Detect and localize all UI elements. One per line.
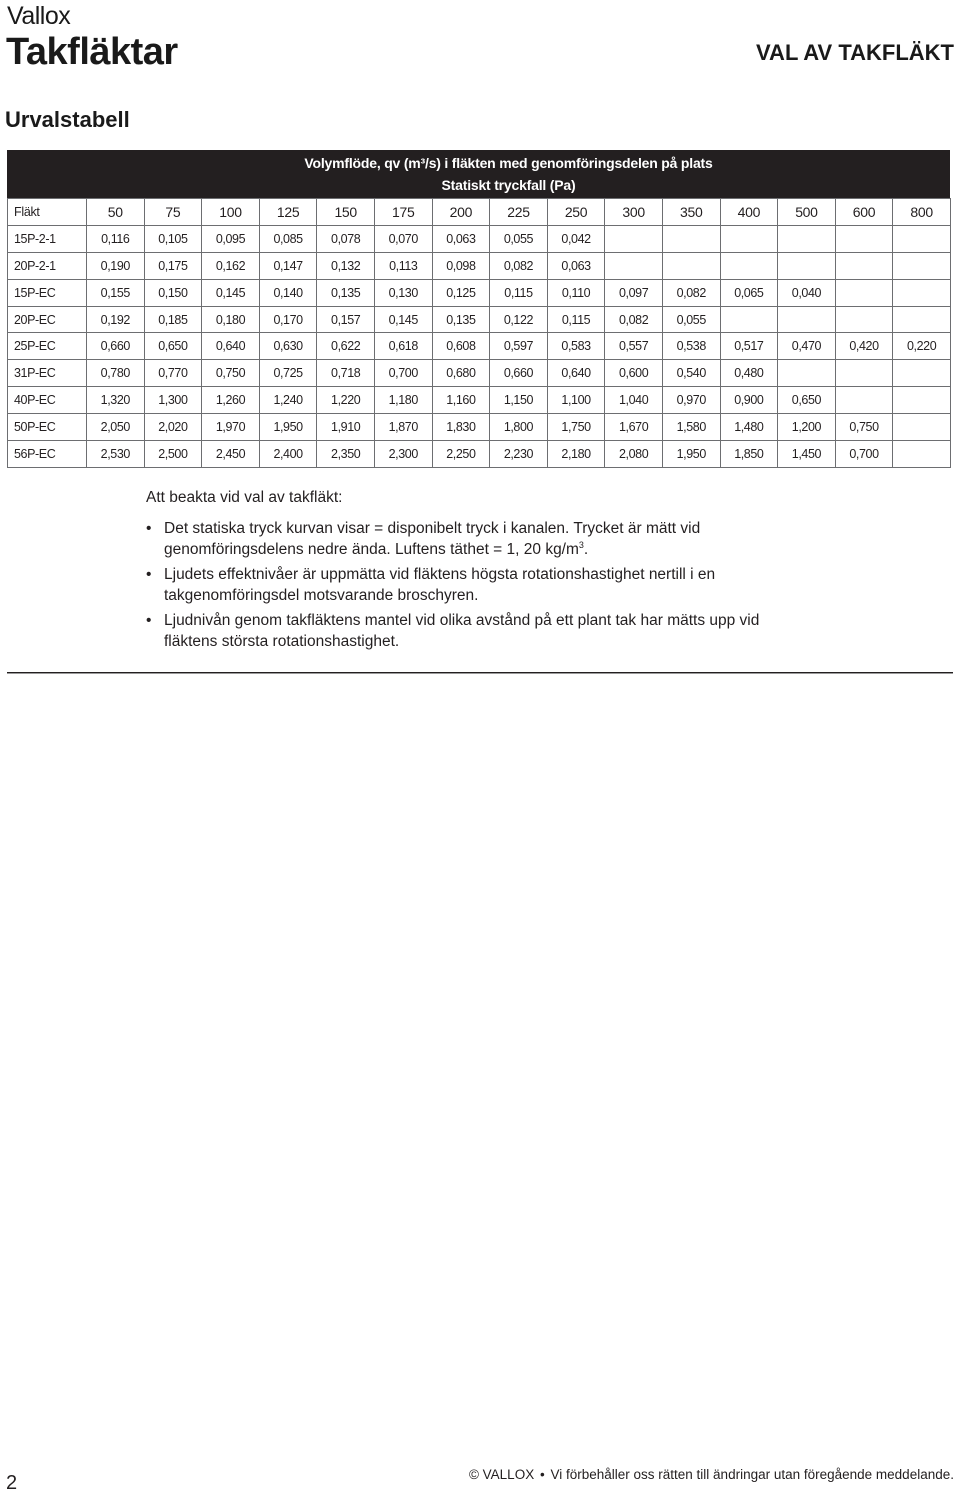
flow-value-cell: 1,580 xyxy=(662,414,720,441)
flow-value-cell: 1,950 xyxy=(259,414,317,441)
flow-value-cell: 0,063 xyxy=(547,252,605,279)
pressure-header-cell: 400 xyxy=(720,199,778,226)
flow-value-cell: 0,420 xyxy=(835,333,893,360)
flow-value-cell xyxy=(835,279,893,306)
flow-value-cell: 0,078 xyxy=(317,225,375,252)
flow-value-cell: 0,630 xyxy=(259,333,317,360)
flow-value-cell xyxy=(893,441,951,468)
flow-value-cell: 2,530 xyxy=(87,441,145,468)
flow-value-cell: 0,900 xyxy=(720,387,778,414)
flow-value-cell: 0,660 xyxy=(490,360,548,387)
note-text-2: Ljudets effektnivåer är uppmätta vid fläktens högsta rotationshastighet nertill i en takgenomföringsdel motsvarande broschyren. xyxy=(164,566,716,604)
flow-value-cell: 2,020 xyxy=(144,414,202,441)
flow-value-cell: 1,750 xyxy=(547,414,605,441)
pressure-header-cell: 250 xyxy=(547,199,605,226)
flow-value-cell: 0,640 xyxy=(202,333,260,360)
flow-value-cell: 1,830 xyxy=(432,414,490,441)
table-heading xyxy=(7,150,950,198)
flow-value-cell xyxy=(893,306,951,333)
flow-value-cell: 1,450 xyxy=(778,441,836,468)
table-heading-flow: Volymflöde, qv (m³/s) i fläkten med genomföringsdelen på plats xyxy=(304,155,713,171)
flow-value-cell: 0,157 xyxy=(317,306,375,333)
flow-value-cell xyxy=(893,252,951,279)
pressure-header-cell: 100 xyxy=(202,199,260,226)
flow-value-cell: 0,650 xyxy=(144,333,202,360)
flow-value-cell: 2,300 xyxy=(374,441,432,468)
flow-value-cell: 0,557 xyxy=(605,333,663,360)
fan-column-header: Fläkt xyxy=(8,199,87,226)
flow-value-cell: 0,040 xyxy=(778,279,836,306)
flow-value-cell: 0,042 xyxy=(547,225,605,252)
flow-value-cell: 1,220 xyxy=(317,387,375,414)
table-row xyxy=(8,387,951,414)
flow-value-cell: 1,320 xyxy=(87,387,145,414)
note-text-3: Ljudnivån genom takfläktens mantel vid olika avstånd på ett plant tak har mätts upp vid fläktens största rotationshastighet. xyxy=(164,612,760,650)
flow-value-cell: 0,095 xyxy=(202,225,260,252)
flow-value-cell: 1,950 xyxy=(662,441,720,468)
flow-value-cell: 0,125 xyxy=(432,279,490,306)
flow-value-cell: 0,135 xyxy=(317,279,375,306)
flow-value-cell: 0,618 xyxy=(374,333,432,360)
flow-value-cell: 0,780 xyxy=(87,360,145,387)
pressure-header-cell: 200 xyxy=(432,199,490,226)
flow-value-cell: 1,670 xyxy=(605,414,663,441)
flow-value-cell: 0,220 xyxy=(893,333,951,360)
flow-value-cell: 2,350 xyxy=(317,441,375,468)
flow-value-cell: 2,080 xyxy=(605,441,663,468)
selection-notes xyxy=(146,487,786,656)
flow-value-cell: 1,160 xyxy=(432,387,490,414)
flow-value-cell xyxy=(662,225,720,252)
table-row xyxy=(8,306,951,333)
flow-value-cell xyxy=(778,252,836,279)
fan-model-cell: 50P-EC xyxy=(8,414,87,441)
flow-value-cell xyxy=(778,306,836,333)
flow-value-cell: 0,680 xyxy=(432,360,490,387)
flow-value-cell: 0,132 xyxy=(317,252,375,279)
flow-value-cell: 0,180 xyxy=(202,306,260,333)
flow-value-cell: 0,640 xyxy=(547,360,605,387)
flow-value-cell: 1,910 xyxy=(317,414,375,441)
selection-table xyxy=(7,150,950,468)
pressure-header-cell: 350 xyxy=(662,199,720,226)
pressure-header-cell: 150 xyxy=(317,199,375,226)
pressure-header-cell: 600 xyxy=(835,199,893,226)
flow-value-cell: 0,480 xyxy=(720,360,778,387)
flow-value-cell: 0,517 xyxy=(720,333,778,360)
flow-value-cell: 1,260 xyxy=(202,387,260,414)
flow-value-cell: 0,700 xyxy=(374,360,432,387)
pressure-header-cell: 800 xyxy=(893,199,951,226)
flow-value-cell: 0,725 xyxy=(259,360,317,387)
flow-value-cell xyxy=(893,225,951,252)
flow-value-cell: 0,105 xyxy=(144,225,202,252)
table-row xyxy=(8,333,951,360)
flow-value-cell xyxy=(835,360,893,387)
pressure-header-cell: 75 xyxy=(144,199,202,226)
flow-value-cell: 0,082 xyxy=(605,306,663,333)
flow-value-cell: 0,608 xyxy=(432,333,490,360)
flow-value-cell: 0,145 xyxy=(202,279,260,306)
notes-heading: Att beakta vid val av takfläkt: xyxy=(146,489,343,506)
flow-value-cell: 0,170 xyxy=(259,306,317,333)
flow-value-cell: 2,250 xyxy=(432,441,490,468)
flow-value-cell: 0,660 xyxy=(87,333,145,360)
flow-value-cell: 0,115 xyxy=(490,279,548,306)
flow-value-cell: 0,770 xyxy=(144,360,202,387)
flow-value-cell: 0,122 xyxy=(490,306,548,333)
flow-value-cell: 0,750 xyxy=(835,414,893,441)
section-title: VAL AV TAKFLÄKT xyxy=(756,40,954,65)
flow-value-cell xyxy=(835,252,893,279)
pressure-header-row xyxy=(8,199,951,226)
flow-value-cell: 0,147 xyxy=(259,252,317,279)
flow-value-cell: 0,650 xyxy=(778,387,836,414)
flow-value-cell: 1,150 xyxy=(490,387,548,414)
separator-dot: • xyxy=(539,1467,545,1482)
flow-value-cell: 1,040 xyxy=(605,387,663,414)
flow-value-cell xyxy=(662,252,720,279)
bullet-icon: • xyxy=(146,520,152,537)
fan-model-cell: 25P-EC xyxy=(8,333,87,360)
table-row xyxy=(8,225,951,252)
flow-value-cell: 0,155 xyxy=(87,279,145,306)
flow-value-cell: 1,850 xyxy=(720,441,778,468)
flow-value-cell: 2,450 xyxy=(202,441,260,468)
flow-value-cell: 0,110 xyxy=(547,279,605,306)
flow-value-cell: 0,150 xyxy=(144,279,202,306)
flow-value-cell: 1,240 xyxy=(259,387,317,414)
flow-value-cell: 0,162 xyxy=(202,252,260,279)
fan-model-cell: 20P-EC xyxy=(8,306,87,333)
flow-value-cell: 0,597 xyxy=(490,333,548,360)
flow-value-cell: 0,085 xyxy=(259,225,317,252)
flow-value-cell: 0,970 xyxy=(662,387,720,414)
page-number: 2 xyxy=(6,1472,18,1494)
flow-value-cell xyxy=(893,360,951,387)
flow-value-cell: 1,480 xyxy=(720,414,778,441)
flow-value-cell: 0,098 xyxy=(432,252,490,279)
note-item xyxy=(146,564,786,606)
flow-value-cell: 0,065 xyxy=(720,279,778,306)
table-heading-pressure: Statiskt tryckfall (Pa) xyxy=(441,177,576,193)
footer-text xyxy=(469,1467,954,1482)
flow-value-cell: 1,300 xyxy=(144,387,202,414)
flow-value-cell xyxy=(778,225,836,252)
flow-value-cell: 0,540 xyxy=(662,360,720,387)
flow-value-cell xyxy=(720,306,778,333)
note-item xyxy=(146,518,786,560)
table-row xyxy=(8,441,951,468)
selection-grid xyxy=(7,198,951,468)
note-superscript: 3 xyxy=(578,540,584,550)
flow-value-cell: 1,970 xyxy=(202,414,260,441)
pressure-header-cell: 50 xyxy=(87,199,145,226)
flow-value-cell: 0,583 xyxy=(547,333,605,360)
table-row xyxy=(8,279,951,306)
notes-list xyxy=(146,518,786,652)
disclaimer: Vi förbehåller oss rätten till ändringar utan föregående meddelande. xyxy=(550,1467,954,1482)
pressure-header-cell: 300 xyxy=(605,199,663,226)
flow-value-cell xyxy=(835,306,893,333)
flow-value-cell xyxy=(835,225,893,252)
fan-model-cell: 15P-2-1 xyxy=(8,225,87,252)
fan-model-cell: 15P-EC xyxy=(8,279,87,306)
fan-model-cell: 40P-EC xyxy=(8,387,87,414)
table-row xyxy=(8,414,951,441)
flow-value-cell: 0,130 xyxy=(374,279,432,306)
pressure-header-cell: 500 xyxy=(778,199,836,226)
flow-value-cell: 0,470 xyxy=(778,333,836,360)
note-text-1-end: . xyxy=(583,541,589,558)
page-subtitle: Urvalstabell xyxy=(5,107,130,132)
fan-model-cell: 20P-2-1 xyxy=(8,252,87,279)
flow-value-cell xyxy=(835,387,893,414)
flow-value-cell: 0,097 xyxy=(605,279,663,306)
flow-value-cell: 1,200 xyxy=(778,414,836,441)
flow-value-cell: 0,718 xyxy=(317,360,375,387)
flow-value-cell: 2,400 xyxy=(259,441,317,468)
flow-value-cell: 0,622 xyxy=(317,333,375,360)
flow-value-cell: 0,055 xyxy=(662,306,720,333)
flow-value-cell: 1,800 xyxy=(490,414,548,441)
flow-value-cell: 0,700 xyxy=(835,441,893,468)
flow-value-cell: 2,050 xyxy=(87,414,145,441)
fan-model-cell: 31P-EC xyxy=(8,360,87,387)
pressure-header-cell: 175 xyxy=(374,199,432,226)
flow-value-cell xyxy=(605,225,663,252)
flow-value-cell xyxy=(893,414,951,441)
flow-value-cell: 2,180 xyxy=(547,441,605,468)
flow-value-cell: 2,500 xyxy=(144,441,202,468)
note-text-1: Det statiska tryck kurvan visar = disponibelt tryck i kanalen. Trycket är mätt vid genomföringsdelens nedre ända. Luftens täthet = 1, 20 kg/m xyxy=(164,520,701,558)
note-item xyxy=(146,610,786,652)
flow-value-cell: 0,082 xyxy=(662,279,720,306)
bullet-icon: • xyxy=(146,612,152,629)
table-row xyxy=(8,360,951,387)
flow-value-cell xyxy=(605,252,663,279)
flow-value-cell xyxy=(778,360,836,387)
flow-value-cell xyxy=(720,225,778,252)
flow-value-cell: 1,870 xyxy=(374,414,432,441)
flow-value-cell xyxy=(893,387,951,414)
flow-value-cell: 0,116 xyxy=(87,225,145,252)
flow-value-cell: 0,082 xyxy=(490,252,548,279)
flow-value-cell: 0,140 xyxy=(259,279,317,306)
flow-value-cell: 0,115 xyxy=(547,306,605,333)
flow-value-cell: 0,538 xyxy=(662,333,720,360)
brand-logo-text: Vallox xyxy=(7,2,71,30)
table-row xyxy=(8,252,951,279)
flow-value-cell: 0,185 xyxy=(144,306,202,333)
product-title: Takfläktar xyxy=(6,31,178,73)
fan-model-cell: 56P-EC xyxy=(8,441,87,468)
pressure-header-cell: 225 xyxy=(490,199,548,226)
flow-value-cell: 0,135 xyxy=(432,306,490,333)
flow-value-cell: 0,175 xyxy=(144,252,202,279)
copyright: © VALLOX xyxy=(468,1467,535,1482)
flow-value-cell: 0,750 xyxy=(202,360,260,387)
flow-value-cell: 0,190 xyxy=(87,252,145,279)
flow-value-cell: 0,063 xyxy=(432,225,490,252)
flow-value-cell: 2,230 xyxy=(490,441,548,468)
flow-value-cell: 0,192 xyxy=(87,306,145,333)
bullet-icon: • xyxy=(146,566,152,583)
horizontal-divider xyxy=(7,672,953,674)
flow-value-cell: 1,180 xyxy=(374,387,432,414)
flow-value-cell: 0,113 xyxy=(374,252,432,279)
flow-value-cell xyxy=(893,279,951,306)
flow-value-cell xyxy=(720,252,778,279)
flow-value-cell: 0,055 xyxy=(490,225,548,252)
flow-value-cell: 0,145 xyxy=(374,306,432,333)
pressure-header-cell: 125 xyxy=(259,199,317,226)
flow-value-cell: 1,100 xyxy=(547,387,605,414)
flow-value-cell: 0,600 xyxy=(605,360,663,387)
flow-value-cell: 0,070 xyxy=(374,225,432,252)
